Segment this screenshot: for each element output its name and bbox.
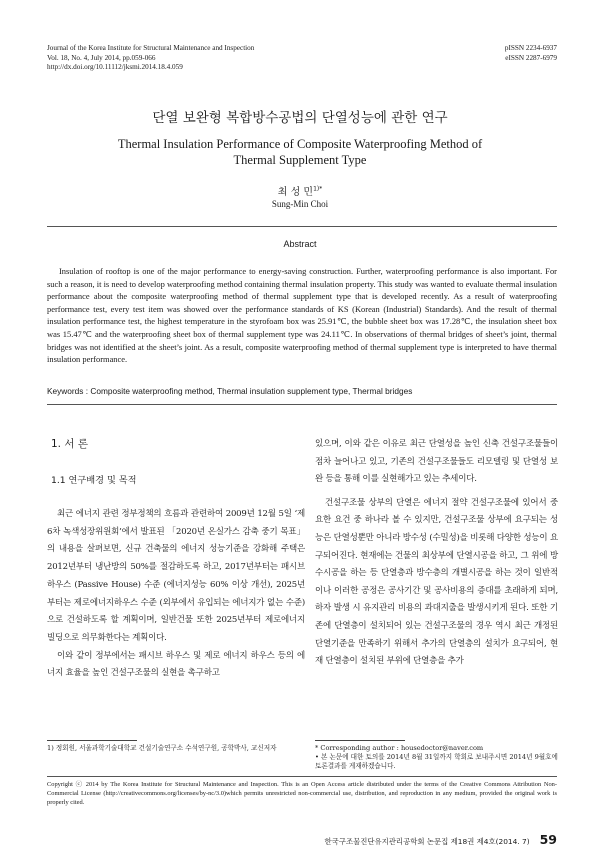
author-korean [0,183,600,198]
abstract-top-rule [47,226,557,227]
copyright-notice: Copyright ⓒ 2014 by The Korea Institute for Structural Maintenance and Inspection. This is an Open Access article distributed under the terms of the Creative Commons Attribution Non-Commercial License (http://creativecommons.org/licenses/by-nc/3.0)which permits unrestricted non-commercial use, distribution, and reproduction in any medium, provided the original work is properly cited. [47,781,557,806]
journal-doi[interactable]: http://dx.doi.org/10.11112/jksmi.2014.18.4.059 [47,63,183,72]
title-english: Thermal Insulation Performance of Composite Waterproofing Method of Thermal Supplement Type [117,137,483,167]
footnote-affiliation: 1) 정회원, 서울과학기술대학교 건설기술연구소 수석연구원, 공학박사, 교신저자 [47,744,277,752]
page-number: 59 [539,832,557,847]
body-paragraph: 있으며, 이와 같은 이유로 최근 단열성을 높인 신축 건설구조물들이 점차 늘어나고 있고, 기존의 건설구조물들도 리모델링 및 단열성 보완 등을 통해 이를 실현해가고 있는 추세이다. [315,439,558,485]
footer-journal: 한국구조물진단유지관리공학회 논문집 제18권 제4호(2014. 7) [324,837,530,846]
subsection-heading: 1.1 연구배경 및 목적 [51,475,137,486]
section-heading: 1. 서 론 [51,438,88,450]
page-footer [325,832,557,847]
body-paragraph: 이와 같이 정부에서는 패시브 하우스 및 제로 에너지 하우스 등의 에너지 효율을 높인 건설구조물의 실현을 촉구하고 [47,650,305,679]
body-paragraph: 최근 에너지 관련 정부정책의 흐름과 관련하여 2009년 12월 5일 ‘제6차 녹색성장위원회’에서 발표된 「2020년 온실가스 감축 중기 목표」의 내용을 살펴보면, 신규 건축물의 에너지 성능기준을 강화해 주택은 2012년부터 냉난방의 50%를 절감하도록 하고, 2017년부터는 패시브 하우스 (Passive House) 수준 (에너지성능 60% 이상 개선), 2025년부터는 제로에너지하우스 수준 (외부에서 유입되는 에너지가 없는 수준)으로 건설하도록 할 계획이며, 일반건물 또한 2025년부터 제로에너지 빌딩으로 의무화한다는 계획이다. [47,509,305,643]
author-affiliation-mark: 1)* [313,185,323,193]
footnote-correspondence [315,744,558,771]
author-name-ko: 최 성 민 [277,187,314,198]
pissn: pISSN 2234-6937 [504,44,557,52]
body-column-right [315,436,558,671]
author-english: Sung-Min Choi [271,199,329,209]
body-column-left [47,436,305,683]
body-paragraph: 건설구조물 상부의 단열은 에너지 절약 건설구조물에 있어서 중요한 요건 중 하나라 볼 수 있지만, 건설구조물 상부에 요구되는 성능은 단열성뿐만 아니라 방수성 (수밀성)을 비롯해 다양한 성능이 요구되어진다. 현재에는 건물의 최상부에 단열시공을 하고, 그 위에 방수시공을 하는 등 단열층과 방수층의 개별시공을 하는 것이 일반적이나 이러한 공정은 공사기간 및 공사비용의 증대를 초래하게 되며, 하자 발생 시 유지관리 비용의 과대지출을 발생시키게 된다. 또한 기존에 단열층이 설치되어 있는 건설구조물의 경우 역시 최근 개정된 단열기준을 만족하기 위해서 추가의 단열층의 설치가 요구되어, 현재 단열층이 설치된 부위에 단열층을 추가 [315,497,558,667]
abstract-heading: Abstract [283,239,317,249]
footnote-rule [47,740,137,741]
discussion-note: • 본 논문에 대한 토의를 2014년 8월 31일까지 학회로 보내주시면 2014년 9월호에 토론결과를 게재하겠습니다. [315,753,558,770]
title-korean: 단열 보완형 복합방수공법의 단열성능에 관한 연구 [152,110,448,126]
footnote-rule [315,740,405,741]
journal-volume: Vol. 18, No. 4, July 2014, pp.059-066 [47,53,156,62]
journal-header [47,44,254,73]
abstract-bottom-rule [47,404,557,405]
corresponding-author: * Corresponding author : housedoctor@naver.com [315,744,484,752]
copyright-rule [47,776,557,777]
journal-name: Journal of the Korea Institute for Structural Maintenance and Inspection [47,44,255,52]
abstract-text: Insulation of rooftop is one of the major performance to energy-saving construction. Further, waterproofing performance is also important. For such a reason, it is need to develop waterproofing method containing thermal insulation property. This study was wanted to evaluate thermal insulation performance about the composite waterproofing method of thermal supplement type that is developed recently. As a result of waterproofing performance test, every test item was showed over the performance standards of KS (Korean (Industrial) Standards). And the result of thermal insulation performance test, the highest temperature in the styrofoam box was 25.91℃, the bubble sheet box was 17.28℃, the insulation sheet box was 15.47℃ and the waterproofing sheet box of thermal supplement type was 24.11℃. In observations of thermal bridges of sheet’s joint, thermal bridges was not identified at the sheet’s joint. As a result, composite waterproofing method of thermal supplement type is interpreted to have thermal insulation performance. [47,266,557,365]
eissn: eISSN 2287-6979 [505,53,557,62]
keywords: Keywords : Composite waterproofing method, Thermal insulation supplement type, Thermal bridges [47,386,413,396]
issn-block [505,44,557,63]
